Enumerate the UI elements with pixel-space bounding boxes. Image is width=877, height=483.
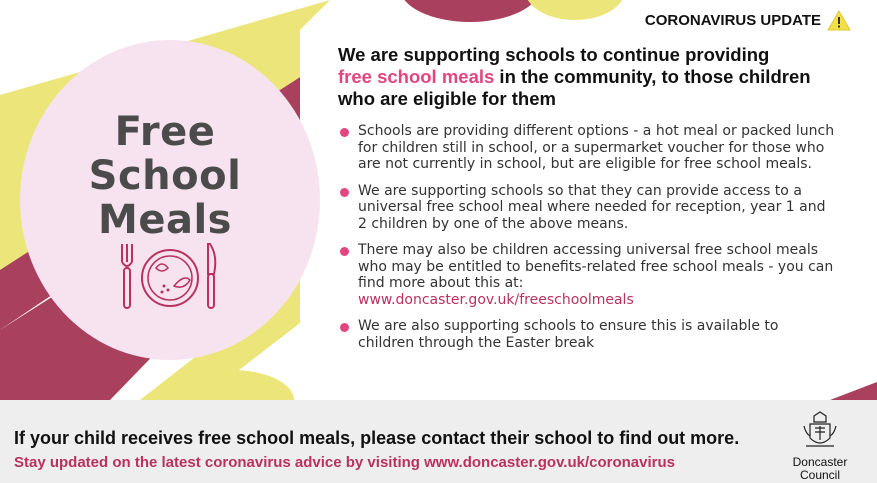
headline-accent: free school meals xyxy=(338,66,495,87)
footer xyxy=(0,400,877,483)
bullet-dot xyxy=(340,323,349,332)
bullet-dot xyxy=(340,128,349,137)
bullet-text: We are also supporting schools to ensure this is available to children through the Easter break xyxy=(358,318,779,351)
hero-title-line: School xyxy=(88,153,242,199)
council-name-line: Council xyxy=(799,468,841,482)
bullet-text: We are supporting schools so that they can provide access to a universal free school meal where needed for reception, year 1 and 2 children by one of the above means. xyxy=(358,182,826,232)
bullet-text: There may also be children accessing universal free school meals who may be entitled to benefits-related free school meals - you can find more about this at: xyxy=(358,242,834,291)
bullet-dot xyxy=(340,188,349,197)
council-crest-icon xyxy=(798,410,842,454)
free-school-meals-link[interactable]: www.doncaster.gov.uk/freeschoolmeals xyxy=(358,291,634,308)
headline-line xyxy=(338,66,838,88)
footer-message: If your child receives free school meals, please contact their school to find out more. xyxy=(14,428,740,448)
bullet-dot xyxy=(340,247,349,256)
council-name-line: Doncaster xyxy=(792,455,848,469)
doncaster-council-logo xyxy=(778,410,862,482)
bullet-list xyxy=(338,123,838,361)
hero-title xyxy=(60,110,270,242)
hero-title-line: Meals xyxy=(98,197,232,243)
bullet-text: Schools are providing different options - a hot meal or packed lunch for children still in school, or a supermarket voucher for those who are not currently in school, but are eligible for free school meals. xyxy=(358,123,835,172)
footer-coronavirus-advice: Stay updated on the latest coronavirus advice by visiting www.doncaster.gov.uk/coronavirus xyxy=(14,454,676,471)
plate-cutlery-icon xyxy=(118,240,222,312)
bullet-item xyxy=(338,318,838,351)
hero-title-line: Free xyxy=(114,109,216,155)
headline-line: We are supporting schools to continue providing xyxy=(338,44,770,65)
headline xyxy=(338,44,838,110)
bullet-item xyxy=(338,242,838,308)
headline-rest: in the community, to those children xyxy=(494,66,811,87)
badge-label: CORONAVIRUS UPDATE xyxy=(644,12,821,29)
bullet-item xyxy=(338,183,838,233)
warning-triangle-icon xyxy=(827,10,851,31)
headline-line: who are eligible for them xyxy=(338,88,556,109)
coronavirus-update-badge xyxy=(645,10,851,31)
bullet-item xyxy=(338,123,838,173)
